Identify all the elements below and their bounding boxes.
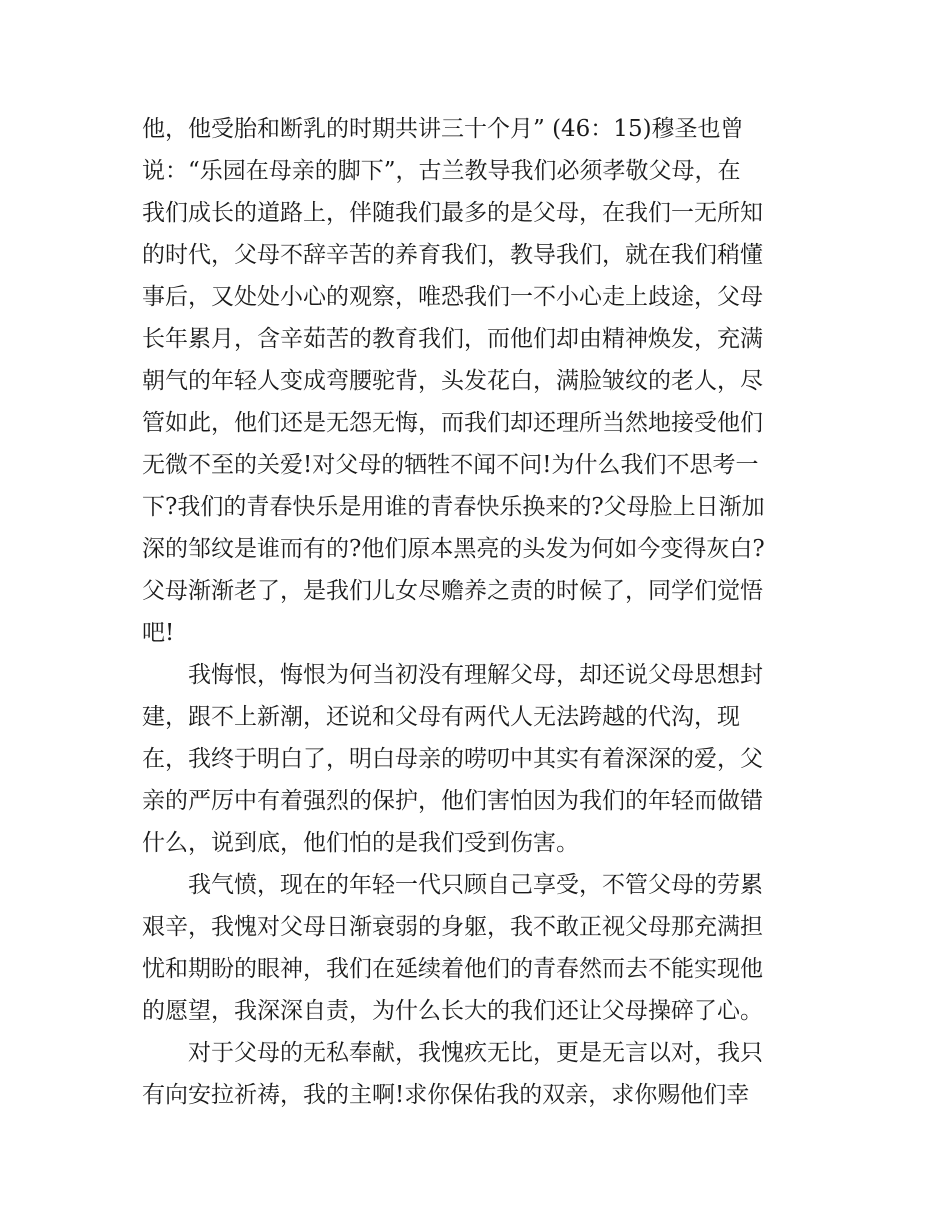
text-line: 亲的严厉中有着强烈的保护，他们害怕因为我们的年轻而做错 — [142, 788, 763, 814]
paragraph-first-line: 我悔恨，悔恨为何当初没有理解父母，却还说父母思想封 — [188, 662, 763, 688]
text-line: 深的邹纹是谁而有的?他们原本黑亮的头发为何如今变得灰白? — [142, 536, 765, 562]
text-line: 长年累月，含辛茹苦的教育我们，而他们却由精神焕发，充满 — [142, 326, 763, 352]
paragraph-first-line: 我气愤，现在的年轻一代只顾自己享受，不管父母的劳累 — [188, 872, 763, 898]
text-line: 下?我们的青春快乐是用谁的青春快乐换来的?父母脸上日渐加 — [142, 494, 765, 520]
text-line: 有向安拉祈祷，我的主啊!求你保佑我的双亲，求你赐他们幸 — [142, 1082, 750, 1108]
text-line: 建，跟不上新潮，还说和父母有两代人无法跨越的代沟，现 — [142, 704, 740, 730]
text-line: 管如此，他们还是无怨无悔，而我们却还理所当然地接受他们 — [142, 410, 763, 436]
text-line: 朝气的年轻人变成弯腰驼背，头发花白，满脸皱纹的老人，尽 — [142, 368, 763, 394]
text-line: 事后，又处处小心的观察，唯恐我们一不小心走上歧途，父母 — [142, 284, 763, 310]
text-line: 在，我终于明白了，明白母亲的唠叨中其实有着深深的爱，父 — [142, 746, 763, 772]
text-line: 吧! — [142, 620, 175, 646]
paragraph-first-line: 对于父母的无私奉献，我愧疚无比，更是无言以对，我只 — [188, 1040, 763, 1066]
text-line: 无微不至的关爱!对父母的牺牲不闻不问!为什么我们不思考一 — [142, 452, 759, 478]
text-line: 什么，说到底，他们怕的是我们受到伤害。 — [142, 830, 579, 856]
text-line: 我们成长的道路上，伴随我们最多的是父母，在我们一无所知 — [142, 200, 763, 226]
text-line: 艰辛，我愧对父母日渐衰弱的身躯，我不敢正视父母那充满担 — [142, 914, 763, 940]
text-line: 说：“乐园在母亲的脚下”，古兰教导我们必须孝敬父母，在 — [142, 158, 741, 184]
text-line: 的时代，父母不辞辛苦的养育我们，教导我们，就在我们稍懂 — [142, 242, 763, 268]
body-text — [142, 108, 822, 1116]
text-line: 忧和期盼的眼神，我们在延续着他们的青春然而去不能实现他 — [142, 956, 763, 982]
text-line: 父母渐渐老了，是我们儿女尽赡养之责的时候了，同学们觉悟 — [142, 578, 763, 604]
text-line: 的愿望，我深深自责，为什么长大的我们还让父母操碎了心。 — [142, 998, 763, 1024]
text-line: 他，他受胎和断乳的时期共讲三十个月” (46：15)穆圣也曾 — [142, 116, 744, 142]
